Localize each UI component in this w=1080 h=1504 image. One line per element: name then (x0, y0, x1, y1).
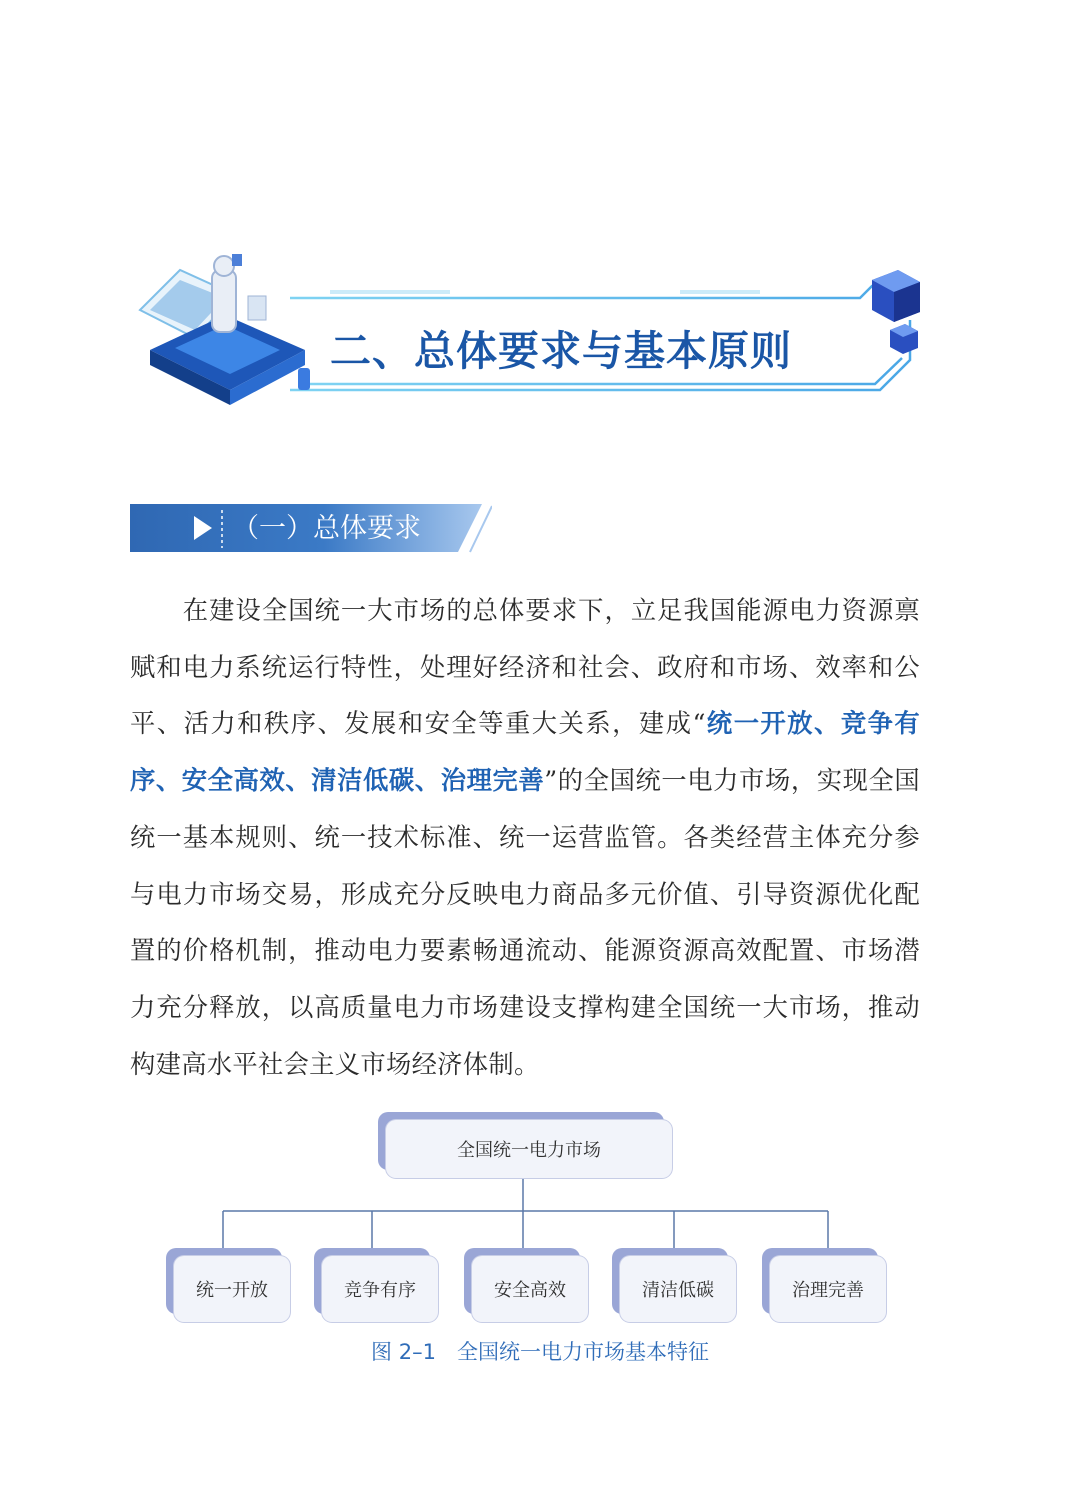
cube-icon (872, 270, 920, 354)
body-paragraph (130, 583, 920, 1093)
hierarchy-diagram (160, 1108, 900, 1333)
diagram-child-label: 竞争有序 (344, 1280, 416, 1301)
diagram-root-label: 全国统一电力市场 (457, 1140, 601, 1161)
paragraph-text-1: 在建设全国统一大市场的总体要求下，立足我国能源电力资源禀赋和电力系统运行特性，处理好经济和社会、政府和市场、效率和公平、活力和秩序、发展和安全等重大关系，建成“ (130, 596, 920, 739)
diagram-child-node (472, 1256, 588, 1322)
diagram-child-label: 清洁低碳 (642, 1280, 714, 1301)
chapter-title: 二、总体要求与基本原则 (330, 327, 792, 375)
section-title: （一）总体要求 (232, 513, 421, 544)
diagram-child-label: 安全高效 (494, 1280, 566, 1301)
diagram-root-node (386, 1120, 672, 1178)
diagram-child-node (322, 1256, 438, 1322)
diagram-child-label: 治理完善 (792, 1280, 864, 1301)
paragraph-text-2: ”的全国统一电力市场，实现全国统一基本规则、统一技术标准、统一运营监管。各类经营主体充分参与电力市场交易，形成充分反映电力商品多元价值、引导资源优化配置的价格机制，推动电力要素畅通流动、能源资源高效配置、市场潜力充分释放，以高质量电力市场建设支撑构建全国统一大市场，推动构建高水平社会主义市场经济体制。 (130, 766, 920, 1079)
diagram-child-node (174, 1256, 290, 1322)
diagram-child-node (620, 1256, 736, 1322)
robot-platform-illustration (140, 254, 310, 405)
paragraph-highlight: 统一开放、竞争有序、安全高效、清洁低碳、治理完善 (130, 709, 920, 796)
diagram-child-node (770, 1256, 886, 1322)
diagram-child-label: 统一开放 (196, 1280, 268, 1301)
figure-caption: 图 2–1 全国统一电力市场基本特征 (371, 1340, 709, 1364)
